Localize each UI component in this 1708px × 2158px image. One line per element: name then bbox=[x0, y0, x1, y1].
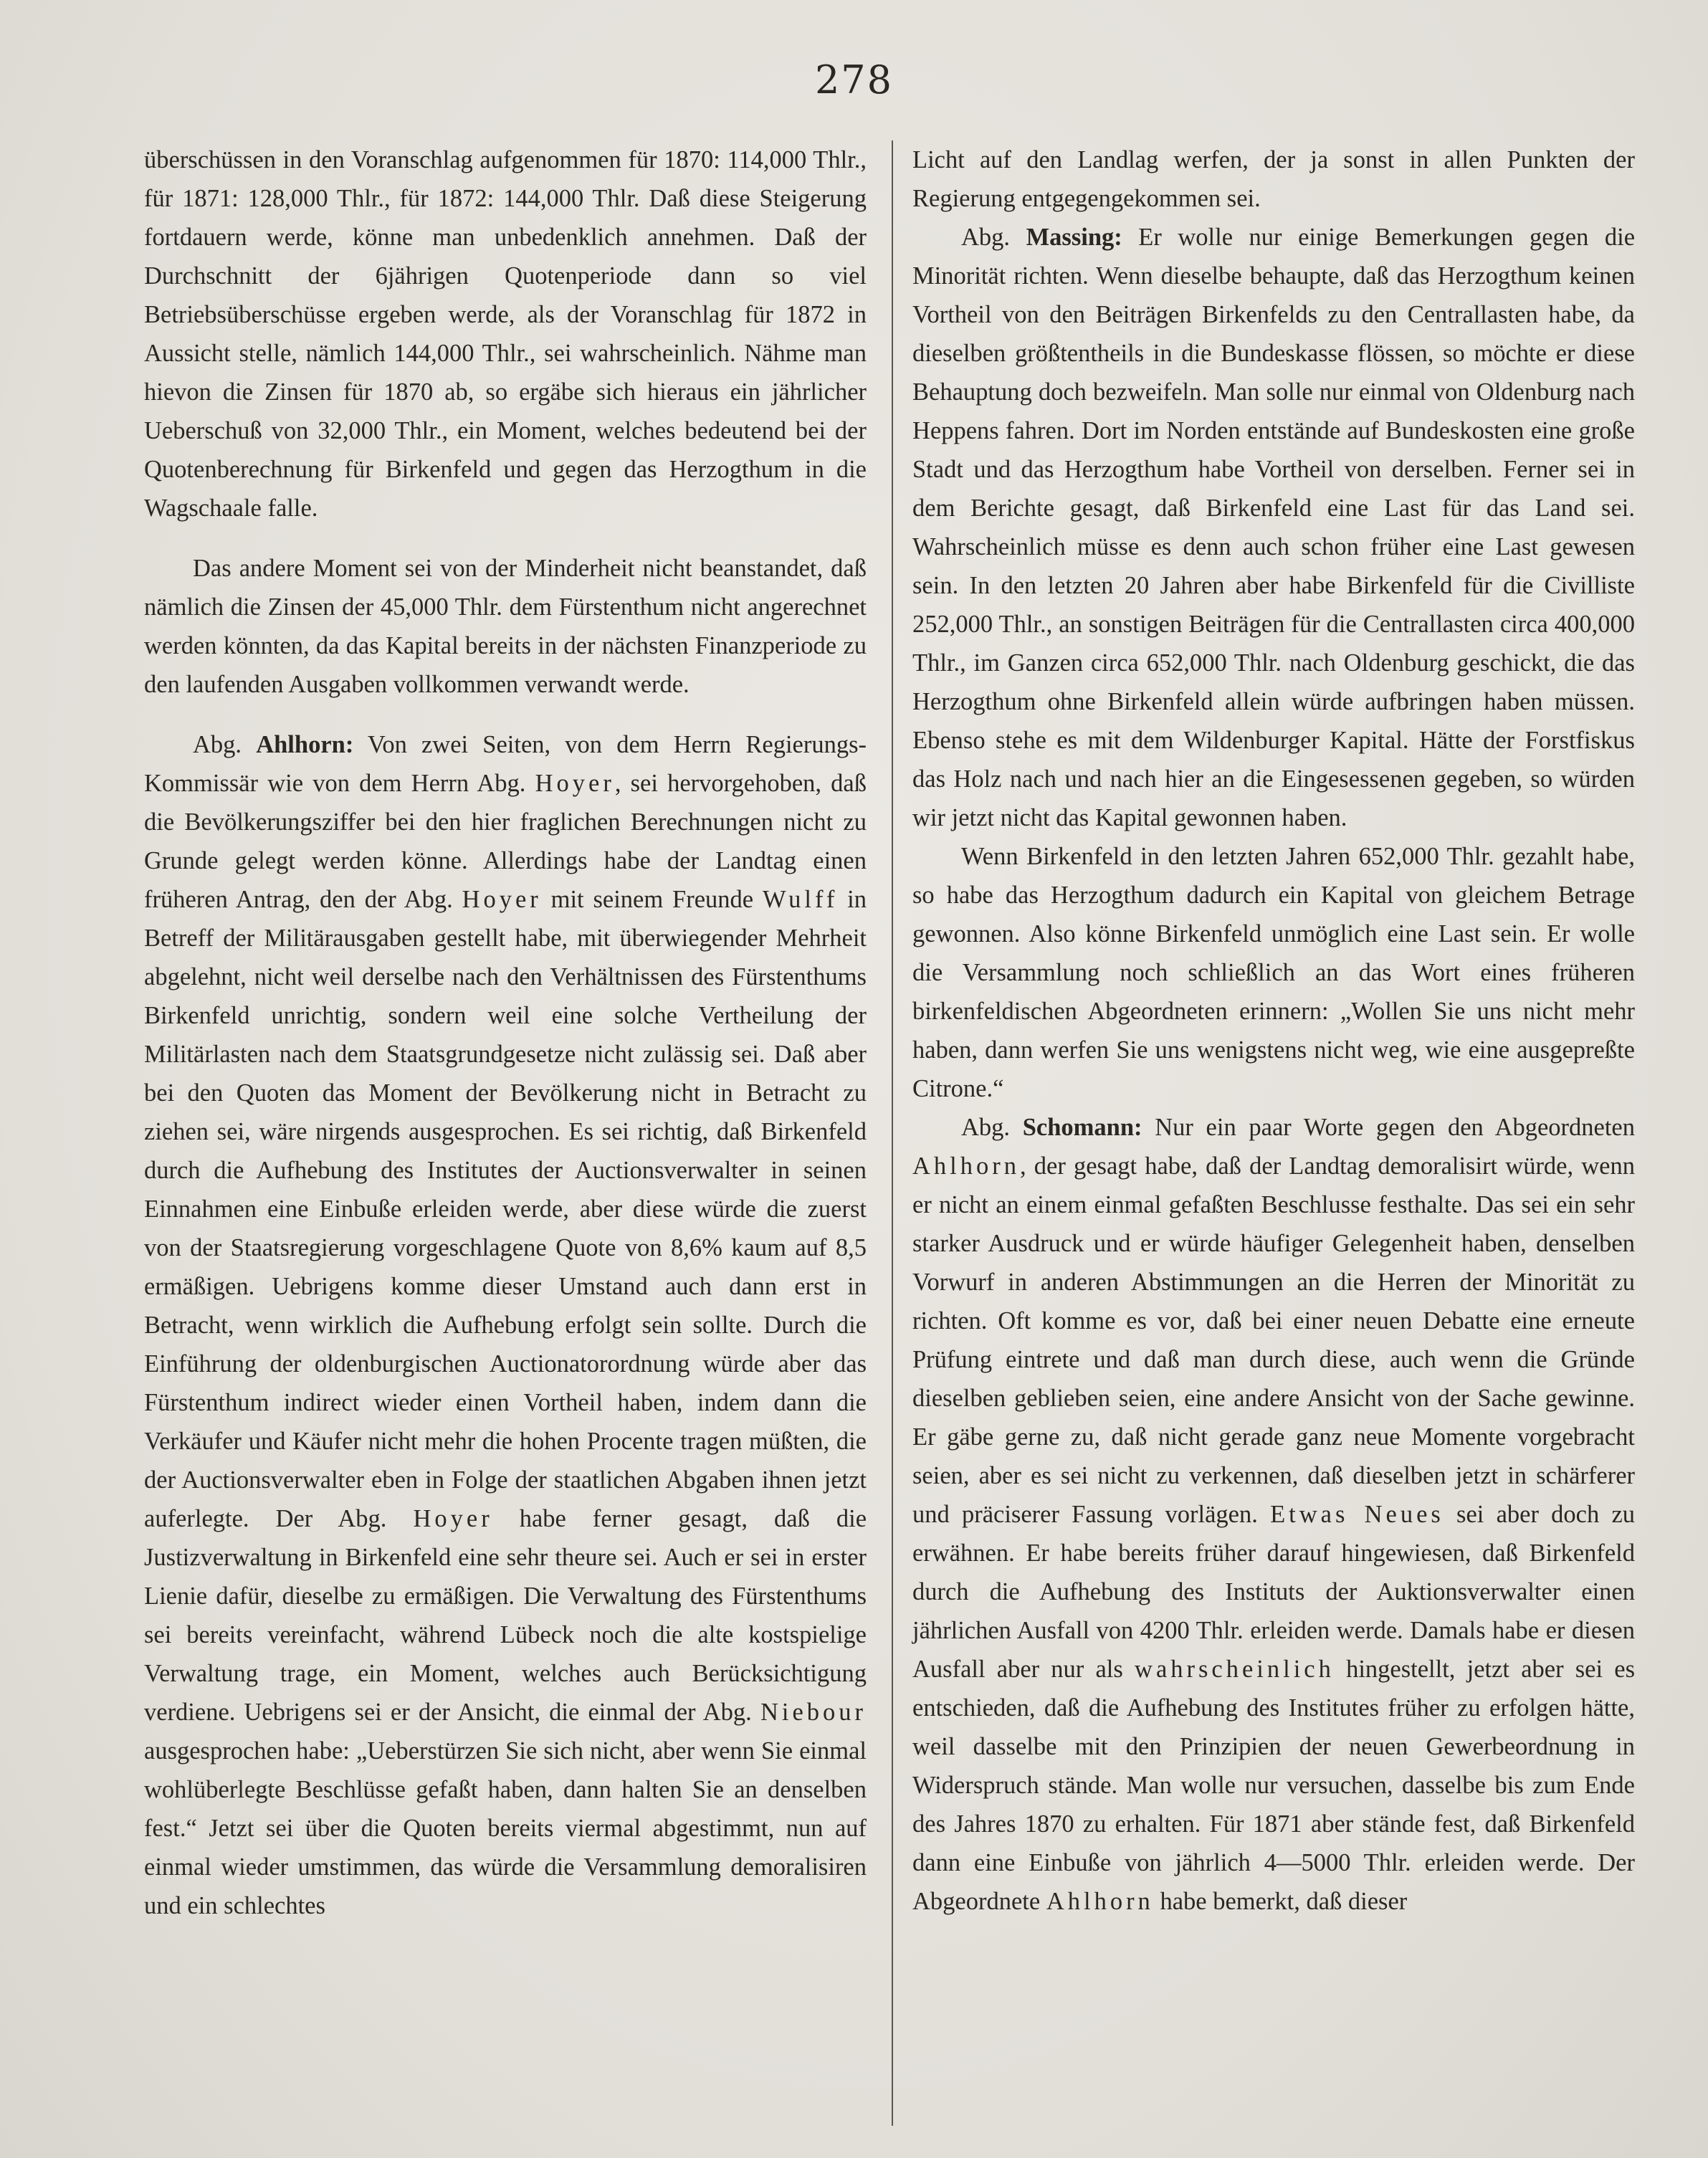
abg-label: Abg. bbox=[961, 1114, 1011, 1141]
spaced-name: Etwas Neues bbox=[1270, 1501, 1444, 1528]
speech-paragraph bbox=[144, 725, 867, 1925]
spaced-name: Niebour bbox=[760, 1699, 867, 1726]
speech-text: sei aber doch zu erwähnen. Er habe bereits früher darauf hingewiesen, daß Birkenfeld durch die Aufhebung des Instituts der Auktionsverwalter einen jährlichen Ausfall von 4200 Thlr. erleiden werde. Damals habe er diesen Ausfall aber nur als bbox=[912, 1501, 1636, 1683]
paragraph: überschüssen in den Voranschlag aufgenommen für 1870: 114,000 Thlr., für 1871: 128,000 Thlr., für 1872: 144,000 Thlr. Daß diese Steigerung fortdauern werde, könne man unbedenklich annehmen. Daß der Durchschnitt der 6jährigen Quotenperiode dann so viel Betriebsüberschüsse ergeben werde, als der Voranschlag für 1872 in Aussicht stelle, nämlich 144,000 Thlr., sei wahrscheinlich. Nähme man hievon die Zinsen für 1870 ab, so ergäbe sich hieraus ein jährlicher Ueberschuß von 32,000 Thlr., ein Moment, welches bedeutend bei der Quotenberechnung für Birkenfeld und gegen das Herzogthum in die Wagschaale falle. bbox=[144, 146, 867, 522]
speech-text: , sei hervorgehoben, daß die Bevölkerungsziffer bei den hier fraglichen Berechnungen nicht zu Grunde gelegt werden könne. Allerdings habe der Landtag einen früheren Antrag, den der Abg. bbox=[144, 770, 867, 913]
abg-label: Abg. bbox=[193, 731, 242, 758]
right-column bbox=[912, 140, 1635, 1921]
spaced-name: Hoyer bbox=[462, 886, 542, 913]
speaker-name: Ahlhorn: bbox=[256, 731, 354, 758]
speech-text: ausgesprochen habe: „Ueberstürzen Sie sich nicht, aber wenn Sie einmal wohlüberlegte Beschlüsse gefaßt haben, dann halten Sie an denselben fest.“ Jetzt sei über die Quoten bereits viermal abgestimmt, nun auf einmal wieder umstimmen, das würde die Versammlung demoralisiren und ein schlechtes bbox=[144, 1737, 867, 1919]
speech-paragraph bbox=[912, 218, 1635, 837]
speech-text: Nur ein paar Worte gegen den Abgeordneten bbox=[1155, 1114, 1635, 1141]
paragraph: Wenn Birkenfeld in den letzten Jahren 652,000 Thlr. gezahlt habe, so habe das Herzogthum dadurch ein Kapital von gleichem Betrage gewonnen. Also könne Birkenfeld unmöglich eine Last sein. Er wolle die Versammlung noch schließlich an das Wort eines früheren birkenfeldischen Abgeordneten erinnern: „Wollen Sie uns nicht mehr haben, dann werfen Sie uns wenigstens nicht weg, wie eine ausgepreßte Citrone.“ bbox=[912, 843, 1635, 1102]
spaced-name: wahrscheinlich bbox=[1135, 1656, 1335, 1683]
abg-label: Abg. bbox=[961, 224, 1011, 251]
spaced-name: Hoyer bbox=[535, 770, 615, 797]
speech-text: habe bemerkt, daß dieser bbox=[1160, 1888, 1408, 1915]
speech-text: hingestellt, jetzt aber sei es entschieden, daß die Aufhebung des Institutes früher zu erfolgen hätte, weil dasselbe mit den Prinzipien der neuen Gewerbeordnung in Widerspruch stände. Man wolle nur versuchen, dasselbe bis zum Ende des Jahres 1870 zu erhalten. Für 1871 aber stände fest, daß Birkenfeld dann eine Einbuße von jährlich 4—5000 Thlr. erleiden werde. Der Abgeordnete bbox=[912, 1656, 1636, 1915]
spaced-name: Wulff bbox=[762, 886, 839, 913]
paragraph: Das andere Moment sei von der Minderheit nicht beanstandet, daß nämlich die Zinsen der 45,000 Thlr. dem Fürstenthum nicht angerechnet werden könnten, da das Kapital bereits in der nächsten Finanzperiode zu den laufenden Ausgaben vollkommen verwandt werde. bbox=[144, 555, 867, 698]
speech-text: in Betreff der Militärausgaben gestellt habe, mit überwiegender Mehrheit abgelehnt, nicht weil derselbe nach den Verhältnissen des Fürstenthums Birkenfeld unrichtig, sondern weil eine solche Vertheilung der Militärlasten nach dem Staatsgrundgesetze nicht zulässig sei. Daß aber bei den Quoten das Moment der Bevölkerung nicht in Betracht zu ziehen sei, wäre nirgends ausgesprochen. Es sei richtig, daß Birkenfeld durch die Aufhebung des Institutes der Auctionsverwalter in seinen Einnahmen eine Einbuße erleiden werde, aber diese würde die zuerst von der Staatsregierung vorgeschlagene Quote von 8,6% kaum auf 8,5 ermäßigen. Uebrigens komme dieser Umstand auch dann erst in Betracht, wenn wirklich die Aufhebung erfolgt sein sollte. Durch die Einführung der oldenburgischen Auctionatorordnung würde aber das Fürstenthum indirect wieder einen Vortheil haben, indem dann die Verkäufer und Käufer nicht mehr die hohen Procente tragen müßten, die der Auctionsverwalter eben in Folge der staatlichen Abgaben ihnen jetzt auferlegte. Der Abg. bbox=[144, 886, 867, 1532]
speech-paragraph bbox=[912, 1108, 1635, 1921]
paragraph: Licht auf den Landlag werfen, der ja sonst in allen Punkten der Regierung entgegengekommen sei. bbox=[912, 146, 1635, 212]
speaker-name: Schomann: bbox=[1022, 1114, 1142, 1141]
speech-text: Er wolle nur einige Bemerkungen gegen die Minorität richten. Wenn dieselbe behaupte, daß das Herzogthum keinen Vortheil von den Beiträgen Birkenfelds zu den Centrallasten habe, da dieselben größtentheils in die Bundeskasse flössen, so möchte er diese Behauptung doch bezweifeln. Man solle nur einmal von Oldenburg nach Heppens fahren. Dort im Norden entstände auf Bundeskosten eine große Stadt und das Herzogthum habe Vortheil von derselben. Ferner sei in dem Berichte gesagt, daß Birkenfeld eine Last für das Land sei. Wahrscheinlich müsse es denn auch schon früher eine Last gewesen sein. In den letzten 20 Jahren aber habe Birkenfeld für die Civilliste 252,000 Thlr., an sonstigen Beiträgen für die Centrallasten circa 400,000 Thlr., im Ganzen circa 652,000 Thlr. nach Oldenburg geschickt, die das Herzogthum ohne Birkenfeld allein würde aufbringen haben müssen. Ebenso stehe es mit dem Wildenburger Kapital. Hätte der Forstfiskus das Holz nach und nach hier an die Eingesessenen gegeben, so würden wir jetzt nicht das Kapital gewonnen haben. bbox=[912, 224, 1636, 831]
speech-text: mit seinem Freunde bbox=[550, 886, 754, 913]
column-divider bbox=[892, 140, 893, 2126]
spaced-name: Hoyer bbox=[413, 1505, 493, 1532]
left-column bbox=[144, 140, 867, 1925]
speech-text: habe ferner gesagt, daß die Justizverwaltung in Birkenfeld eine sehr theure sei. Auch er sei in erster Lienie dafür, dieselbe zu ermäßigen. Die Verwaltung des Fürstenthums sei bereits vereinfacht, während Lübeck noch die alte kostspielige Verwaltung trage, ein Moment, welches auch Berücksichtigung verdiene. Uebrigens sei er der Ansicht, die einmal der Abg. bbox=[144, 1505, 867, 1726]
page-number: 278 bbox=[814, 57, 894, 102]
speech-text: Von zwei Seiten, von dem Herrn Regierungs-Kommissär wie von dem Herrn Abg. bbox=[144, 731, 867, 797]
speech-text: , der gesagt habe, daß der Landtag demoralisirt würde, wenn er nicht an einem einmal gefaßten Beschlusse festhalte. Das sei ein sehr starker Ausdruck und er würde häufiger Gelegenheit haben, denselben Vorwurf in anderen Abstimmungen an die Herren der Minorität zu richten. Oft komme es vor, daß bei einer neuen Debatte eine erneute Prüfung eintrete und daß man durch diese, auch wenn die Gründe dieselben geblieben seien, eine andere Ansicht von der Sache gewinne. Er gäbe gerne zu, daß nicht gerade ganz neue Momente vorgebracht seien, aber es sei nicht zu verkennen, daß dieselben jetzt in schärferer und präciserer Fassung vorlägen. bbox=[912, 1152, 1635, 1528]
spaced-name: Ahlhorn bbox=[912, 1152, 1020, 1180]
spaced-name: Ahlhorn bbox=[1046, 1888, 1154, 1915]
speaker-name: Massing: bbox=[1026, 224, 1122, 251]
